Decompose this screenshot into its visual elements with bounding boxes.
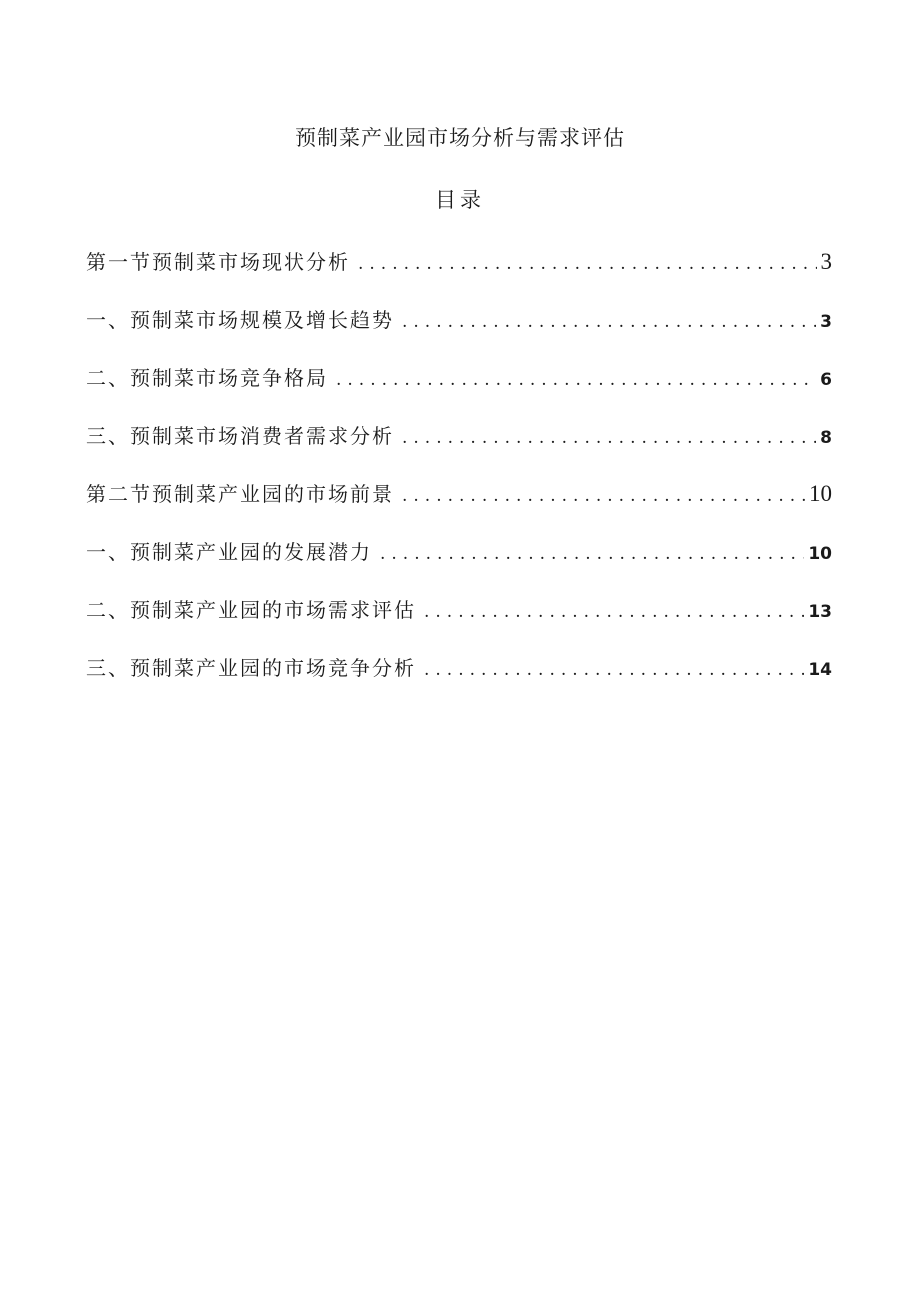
toc-dot-leader bbox=[380, 530, 804, 578]
toc-page-number: 6 bbox=[820, 370, 832, 390]
toc-entry-label: 第二节预制菜产业园的市场前景 bbox=[86, 482, 394, 506]
toc-dot-leader bbox=[424, 588, 804, 636]
toc-page-number: 3 bbox=[820, 312, 832, 332]
toc-dot-leader bbox=[402, 298, 816, 346]
toc-entry-1-1[interactable] bbox=[86, 296, 832, 354]
toc-dot-leader bbox=[336, 356, 816, 404]
toc-dot-leader bbox=[402, 472, 805, 520]
toc-entry-2-2[interactable] bbox=[86, 586, 832, 644]
document-title: 预制菜产业园市场分析与需求评估 bbox=[295, 126, 625, 150]
toc-entry-label: 一、预制菜市场规模及增长趋势 bbox=[86, 308, 394, 332]
toc-entry-section-1[interactable] bbox=[86, 238, 832, 296]
toc-dot-leader bbox=[402, 414, 816, 462]
toc-page-number: 8 bbox=[820, 428, 832, 448]
toc-entry-label: 一、预制菜产业园的发展潜力 bbox=[86, 540, 372, 564]
toc-page-number: 3 bbox=[820, 249, 832, 274]
toc-entry-label: 二、预制菜市场竞争格局 bbox=[86, 366, 328, 390]
toc-entry-2-1[interactable] bbox=[86, 528, 832, 586]
toc-entry-1-2[interactable] bbox=[86, 354, 832, 412]
toc-entry-label: 二、预制菜产业园的市场需求评估 bbox=[86, 598, 416, 622]
toc-dot-leader bbox=[358, 240, 817, 288]
toc-dot-leader bbox=[424, 646, 804, 694]
toc-entry-1-3[interactable] bbox=[86, 412, 832, 470]
toc-heading: 目录 bbox=[435, 188, 485, 212]
toc-entry-section-2[interactable] bbox=[86, 470, 832, 528]
toc-entry-label: 三、预制菜产业园的市场竞争分析 bbox=[86, 656, 416, 680]
toc-entry-2-3[interactable] bbox=[86, 644, 832, 702]
table-of-contents bbox=[86, 238, 832, 702]
toc-page-number: 10 bbox=[808, 544, 832, 564]
toc-page-number: 13 bbox=[808, 602, 832, 622]
toc-entry-label: 第一节预制菜市场现状分析 bbox=[86, 250, 350, 274]
toc-page-number: 10 bbox=[809, 481, 832, 506]
toc-entry-label: 三、预制菜市场消费者需求分析 bbox=[86, 424, 394, 448]
toc-page-number: 14 bbox=[808, 660, 832, 680]
